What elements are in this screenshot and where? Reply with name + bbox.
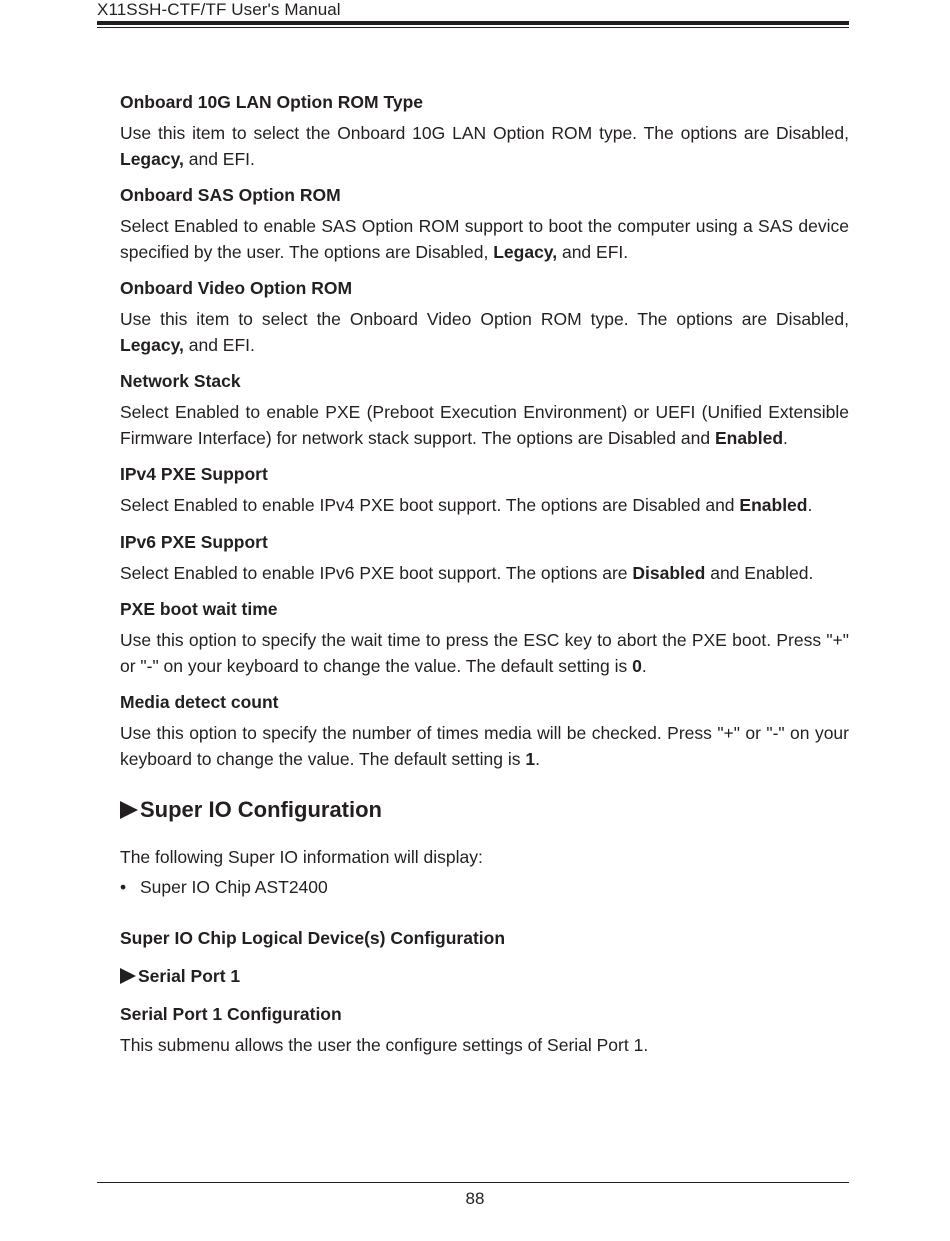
section-media-detect [120,691,849,772]
section-body [120,214,849,265]
default-option: Legacy, [493,241,558,262]
section-onboard-10g-lan [120,91,849,172]
serial-port-heading-text: Serial Port 1 [138,966,241,986]
page-content [120,91,849,1059]
body-text: Select Enabled to enable IPv6 PXE boot support. The options are [120,562,633,583]
section-body [120,307,849,358]
page-number: 88 [465,1189,485,1208]
body-text: Select Enabled to enable SAS Option ROM support to boot the computer using a SAS device specified by the user. The options are Disabled, [120,216,849,262]
section-heading: PXE boot wait time [120,599,278,619]
default-option: 0 [632,655,642,676]
section-heading: Media detect count [120,692,279,712]
super-io-intro: The following Super IO information will display: [120,847,483,867]
section-heading: IPv6 PXE Support [120,531,268,552]
section-ipv6-pxe [120,531,849,587]
header-rule-thin [97,27,849,28]
manual-title: X11SSH-CTF/TF User's Manual [97,0,341,19]
section-heading: Onboard SAS Option ROM [120,185,341,205]
body-text: Select Enabled to enable IPv4 PXE boot support. The options are Disabled and [120,495,740,515]
body-text: . [535,748,540,769]
triangle-right-icon [120,801,138,819]
serial-port-heading [120,965,849,987]
body-text: and Enabled. [705,562,814,583]
page-header [97,0,849,19]
default-option: Legacy, [120,334,184,355]
section-heading: Onboard 10G LAN Option ROM Type [120,92,424,112]
default-option: Enabled [714,427,784,448]
super-io-heading [120,796,849,824]
body-text: . [641,655,647,676]
section-heading: Network Stack [120,371,241,391]
body-text: and EFI. [183,148,255,169]
default-option: 1 [525,748,536,769]
section-onboard-video [120,277,849,358]
section-pxe-wait-time [120,598,849,679]
section-body [120,121,849,172]
section-body [120,493,849,519]
body-text: . [783,427,788,448]
default-option: Enabled [739,495,808,515]
super-io-bullet-list [120,875,849,901]
default-option: Legacy, [120,148,184,169]
serial-config-body: This submenu allows the user the configure settings of Serial Port 1. [120,1035,649,1055]
body-text: Use this option to specify the wait time to press the ESC key to abort the PXE boot. Press "+" or "-" on your keyboard to change the value. The default setting is [120,630,849,676]
body-text: Use this option to specify the number of times media will be checked. Press "+" or "-" on your keyboard to change the value. The default setting is [120,723,849,769]
section-body [120,400,849,451]
list-item [120,875,849,901]
logical-device-heading: Super IO Chip Logical Device(s) Configuration [120,928,506,948]
body-text: Use this item to select the Onboard Video Option ROM type. The options are Disabled, [120,309,849,329]
section-body [120,721,849,772]
section-body [120,628,849,679]
header-rule-thick [97,21,849,25]
body-text: and EFI. [557,241,629,262]
section-heading: IPv4 PXE Support [120,464,268,484]
body-text: Use this item to select the Onboard 10G LAN Option ROM type. The options are Disabled, [120,123,849,143]
serial-config-heading: Serial Port 1 Configuration [120,1004,342,1024]
body-text: Select Enabled to enable PXE (Preboot Execution Environment) or UEFI (Unified Extensible Firmware Interface) for network stack support. The options are Disabled and [120,402,849,448]
footer-rule [97,1182,849,1183]
default-option: Disabled [632,562,706,583]
triangle-right-icon [120,968,136,984]
list-item-text: Super IO Chip AST2400 [140,876,328,897]
section-ipv4-pxe [120,463,849,519]
section-network-stack [120,370,849,451]
super-io-heading-text: Super IO Configuration [140,797,382,822]
bullet-icon: • [120,876,127,897]
body-text: . [807,495,813,515]
body-text: and EFI. [183,334,255,355]
section-body [120,561,849,587]
section-onboard-sas [120,184,849,265]
section-heading: Onboard Video Option ROM [120,278,353,298]
